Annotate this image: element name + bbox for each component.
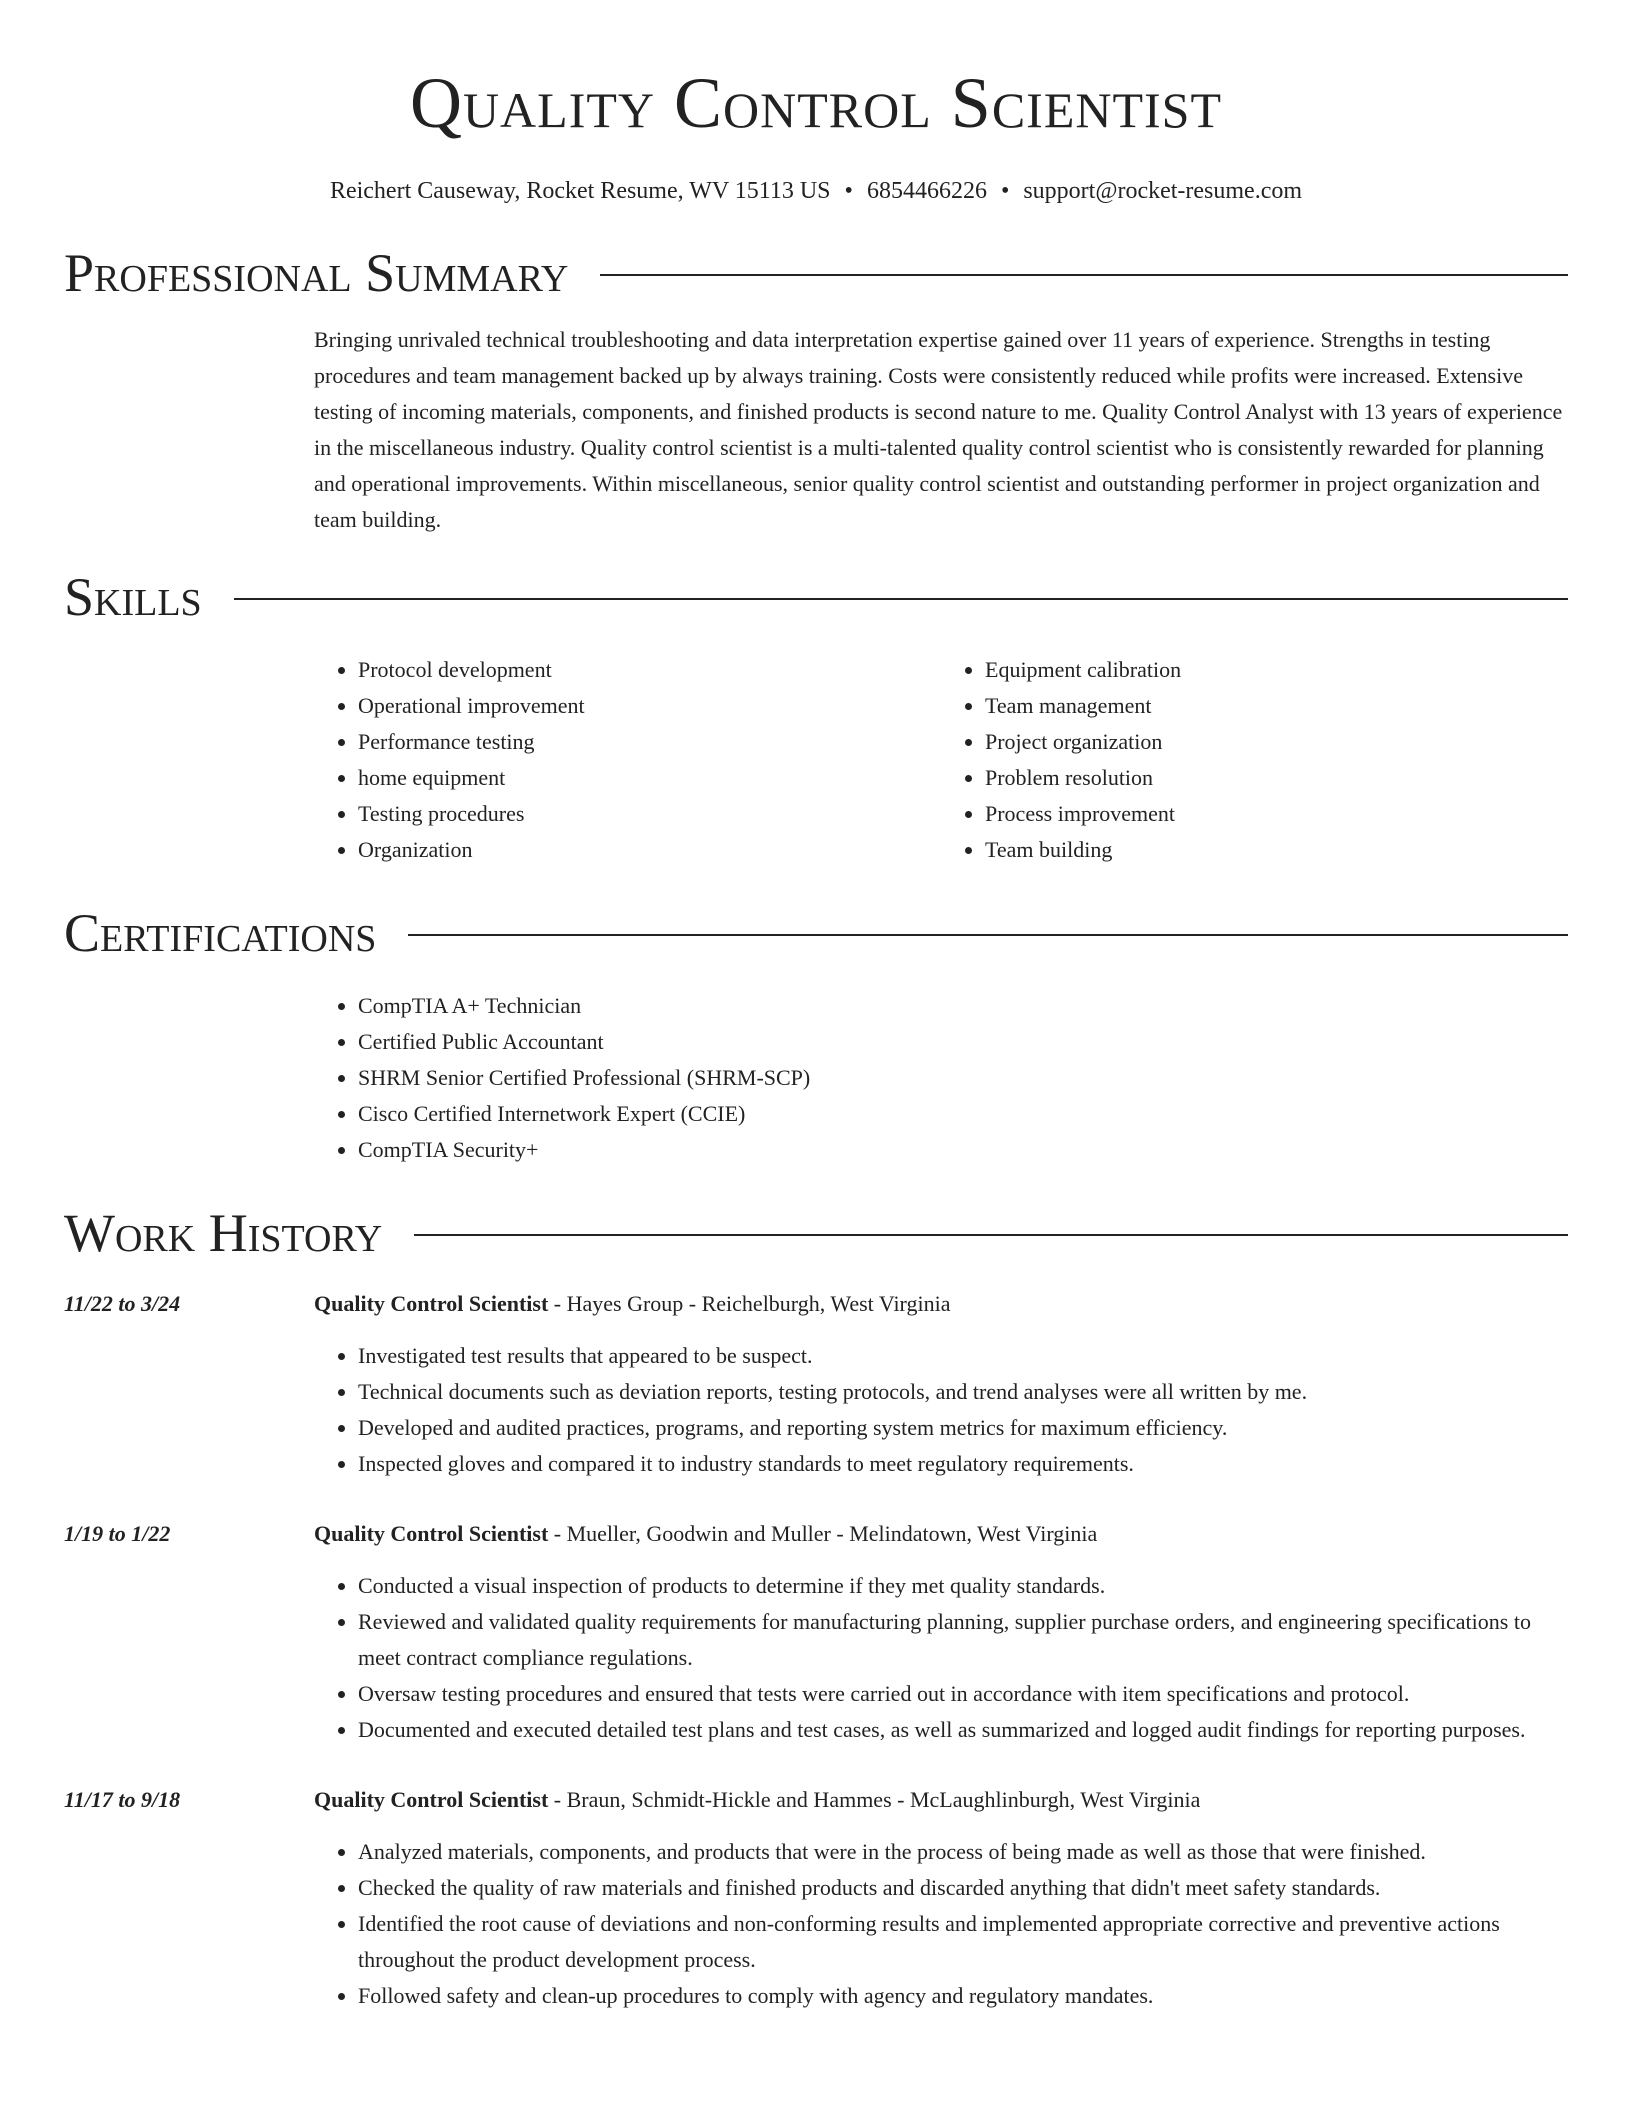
skill-item: • Team management: [985, 688, 1568, 724]
job-bullet: • Analyzed materials, components, and products that were in the process of being made as well as those that were finished.: [358, 1834, 1568, 1870]
job-details: [314, 1286, 1568, 1482]
contact-line: [64, 176, 1568, 206]
skill-item: • Problem resolution: [985, 760, 1568, 796]
job-company: - Hayes Group - Reichelburgh, West Virginia: [548, 1291, 951, 1316]
contact-address: Reichert Causeway, Rocket Resume, WV 15113 US: [329, 178, 831, 204]
work-history-heading: Work History: [64, 1203, 383, 1263]
skill-item: • Project organization: [985, 724, 1568, 760]
skill-item: • Testing procedures: [358, 796, 941, 832]
job-bullet: • Checked the quality of raw materials and finished products and discarded anything that didn't meet safety standards.: [358, 1870, 1568, 1906]
job-bullets: [314, 1834, 1568, 2014]
job-company: - Braun, Schmidt-Hickle and Hammes - McLaughlinburgh, West Virginia: [548, 1787, 1201, 1812]
skill-item: • Process improvement: [985, 796, 1568, 832]
job-dates: 1/19 to 1/22: [64, 1521, 171, 1546]
skills-section: [314, 652, 1568, 868]
skill-item: • Equipment calibration: [985, 652, 1568, 688]
job-details: [314, 1516, 1568, 1748]
job-company: - Mueller, Goodwin and Muller - Melindatown, West Virginia: [548, 1521, 1098, 1546]
job-bullets: [314, 1338, 1568, 1482]
job-role: Quality Control Scientist: [314, 1291, 549, 1316]
job-role: Quality Control Scientist: [314, 1787, 549, 1812]
job-bullet: • Inspected gloves and compared it to industry standards to meet regulatory requirements.: [358, 1446, 1568, 1482]
resume-title: Quality Control Scientist: [409, 63, 1223, 143]
summary-section-header: [64, 240, 1568, 306]
job-bullet: • Identified the root cause of deviations and non-conforming results and implemented appropriate corrective and preventive actions throughout the product development process.: [358, 1906, 1568, 1978]
contact-separator: •: [844, 178, 853, 204]
skill-item: • Organization: [358, 832, 941, 868]
skill-item: • Team building: [985, 832, 1568, 868]
job-bullet: • Oversaw testing procedures and ensured that tests were carried out in accordance with item specifications and protocol.: [358, 1676, 1568, 1712]
contact-separator: •: [1000, 178, 1010, 204]
summary-heading: Professional Summary: [64, 243, 569, 303]
job-entry: [64, 1286, 1568, 1482]
job-bullet: • Investigated test results that appeared to be suspect.: [358, 1338, 1568, 1374]
certifications-section-header: [64, 900, 1568, 966]
job-bullets: [314, 1568, 1568, 1748]
contact-email: support@rocket-resume.com: [1023, 178, 1303, 204]
work-history-section-header: [64, 1200, 1568, 1266]
skills-list-right: [941, 652, 1568, 868]
skill-item: • home equipment: [358, 760, 941, 796]
skills-heading: Skills: [64, 567, 202, 627]
job-title-line: [314, 1286, 1568, 1322]
job-title-line: [314, 1516, 1568, 1552]
skill-item: • Protocol development: [358, 652, 941, 688]
job-bullet: • Reviewed and validated quality requirements for manufacturing planning, supplier purchase orders, and engineering specifications to meet contract compliance regulations.: [358, 1604, 1568, 1676]
certification-item: • Certified Public Accountant: [358, 1024, 1568, 1060]
certification-item: • SHRM Senior Certified Professional (SHRM-SCP): [358, 1060, 1568, 1096]
certification-item: • CompTIA A+ Technician: [358, 988, 1568, 1024]
job-role: Quality Control Scientist: [314, 1521, 549, 1546]
job-bullet: • Technical documents such as deviation reports, testing protocols, and trend analyses were all written by me.: [358, 1374, 1568, 1410]
certification-item: • CompTIA Security+: [358, 1132, 1568, 1168]
skills-list-left: [314, 652, 941, 868]
job-entry: [64, 1782, 1568, 2014]
section-divider: [600, 274, 1568, 276]
skill-item: • Performance testing: [358, 724, 941, 760]
summary-text: Bringing unrivaled technical troubleshooting and data interpretation expertise gained over 11 years of experience. Strengths in testing procedures and team management backed up by always training. Costs were consistently reduced while profits were increased. Extensive testing of incoming materials, components, and finished products is second nature to me. Quality Control Analyst with 13 years of experience in the miscellaneous industry. Quality control scientist is a multi-talented quality control scientist who is consistently rewarded for planning and operational improvements. Within miscellaneous, senior quality control scientist and outstanding performer in project organization and team building.: [314, 327, 1563, 532]
job-title-line: [314, 1782, 1568, 1818]
section-divider: [408, 934, 1568, 936]
job-bullet: • Conducted a visual inspection of products to determine if they met quality standards.: [358, 1568, 1568, 1604]
certification-item: • Cisco Certified Internetwork Expert (CCIE): [358, 1096, 1568, 1132]
certifications-heading: Certifications: [64, 903, 377, 963]
job-dates: 11/17 to 9/18: [64, 1787, 181, 1812]
job-dates: 11/22 to 3/24: [64, 1291, 181, 1316]
certifications-list: [314, 988, 1568, 1168]
certifications-section: [314, 988, 1568, 1168]
contact-phone: 6854466226: [866, 178, 987, 204]
section-divider: [414, 1234, 1568, 1236]
skills-section-header: [64, 564, 1568, 630]
job-bullet: • Followed safety and clean-up procedures to comply with agency and regulatory mandates.: [358, 1978, 1568, 2014]
summary-section: [314, 322, 1568, 538]
job-bullet: • Documented and executed detailed test plans and test cases, as well as summarized and logged audit findings for reporting purposes.: [358, 1712, 1568, 1748]
job-details: [314, 1782, 1568, 2014]
section-divider: [234, 598, 1568, 600]
job-entry: [64, 1516, 1568, 1748]
job-bullet: • Developed and audited practices, programs, and reporting system metrics for maximum efficiency.: [358, 1410, 1568, 1446]
skill-item: • Operational improvement: [358, 688, 941, 724]
